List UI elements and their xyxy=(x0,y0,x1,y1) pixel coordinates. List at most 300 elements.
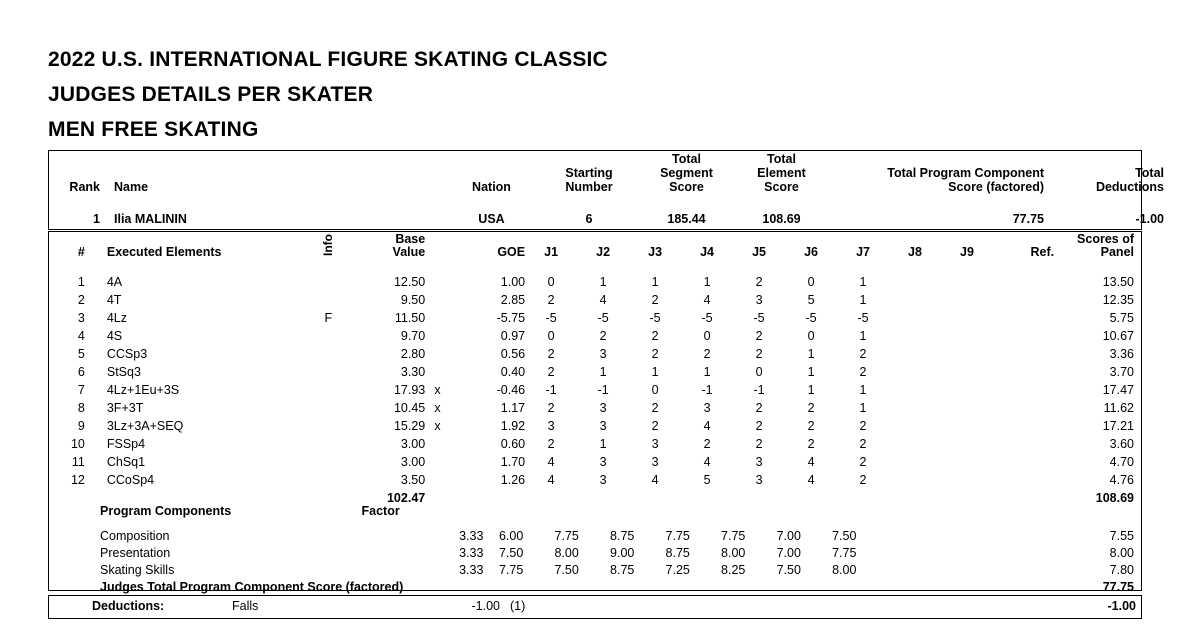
element-judge-score xyxy=(889,291,941,309)
element-judge-score: 1 xyxy=(859,275,867,289)
element-ref xyxy=(993,273,1054,291)
pc-col-j7 xyxy=(817,503,873,520)
spacer xyxy=(48,263,1142,273)
deductions-label: Deductions: xyxy=(92,599,165,613)
table-row xyxy=(48,291,1142,309)
table-row xyxy=(48,417,1142,435)
element-bonus-flag xyxy=(425,363,449,381)
element-judge-score: 1 xyxy=(599,275,607,289)
program-components-heading: Program Components xyxy=(100,504,232,518)
element-ref xyxy=(993,453,1054,471)
col-seg-line3: Score xyxy=(669,180,704,194)
pc-col-fill xyxy=(983,503,1048,520)
skater-total-pcs: 77.75 xyxy=(1012,212,1044,226)
element-ref xyxy=(993,471,1054,489)
executed-elements-table xyxy=(48,233,1142,507)
col-total-program-component-score xyxy=(829,152,1052,194)
element-base-value: 9.70 xyxy=(400,329,426,343)
table-row xyxy=(48,363,1142,381)
component-label: Presentation xyxy=(100,546,171,560)
element-goe: 0.97 xyxy=(500,329,526,343)
deduction-fill xyxy=(570,597,1024,616)
deduction-kind: Falls xyxy=(232,599,259,613)
element-judge-score: 1 xyxy=(599,365,607,379)
element-judge-score: 2 xyxy=(807,419,815,433)
element-judge-score xyxy=(941,309,993,327)
col-rank: Rank xyxy=(69,180,100,194)
element-base-value: 12.50 xyxy=(393,275,426,289)
deductions-total: -1.00 xyxy=(1107,599,1136,613)
col-j8: J8 xyxy=(908,245,922,259)
element-judge-score: 2 xyxy=(755,437,763,451)
col-total-element-score xyxy=(734,152,829,194)
col-goe: GOE xyxy=(497,245,526,259)
element-goe: 1.26 xyxy=(500,473,526,487)
element-judge-score: 4 xyxy=(651,473,659,487)
element-judge-score: 0 xyxy=(755,365,763,379)
element-judge-score: 2 xyxy=(859,347,867,361)
component-judge-score: 7.25 xyxy=(665,563,690,577)
col-j9: J9 xyxy=(960,245,974,259)
element-judge-score: 1 xyxy=(807,383,815,397)
table-row xyxy=(48,435,1142,453)
element-number: 7 xyxy=(77,383,85,397)
element-judge-score: 1 xyxy=(859,401,867,415)
element-judge-score xyxy=(941,453,993,471)
element-judge-score: -5 xyxy=(545,311,557,325)
element-judge-score: 4 xyxy=(703,455,711,469)
element-judge-score: 2 xyxy=(703,437,711,451)
col-base-value xyxy=(346,233,426,263)
element-judge-score: -1 xyxy=(701,383,713,397)
deduction-value: -1.00 xyxy=(471,599,500,613)
element-bonus-flag: x xyxy=(434,401,441,415)
component-judge-score xyxy=(928,528,984,545)
col-elem-line3: Score xyxy=(764,180,799,194)
table-row xyxy=(48,453,1142,471)
table-row xyxy=(48,381,1142,399)
element-judge-score: 2 xyxy=(651,401,659,415)
element-info xyxy=(311,453,346,471)
element-bonus-flag xyxy=(425,309,449,327)
element-judge-score xyxy=(941,363,993,381)
element-base-value: 11.50 xyxy=(394,311,426,325)
element-goe: -5.75 xyxy=(496,311,526,325)
element-panel-score: 11.62 xyxy=(1103,401,1134,415)
col-bonus-flag xyxy=(425,233,449,263)
element-goe: 0.40 xyxy=(500,365,526,379)
element-goe: -0.46 xyxy=(496,383,526,397)
element-panel-score: 3.60 xyxy=(1109,437,1134,451)
component-factor: 3.33 xyxy=(459,529,484,543)
component-judge-score: 8.25 xyxy=(721,563,746,577)
element-judge-score xyxy=(941,345,993,363)
element-base-value: 2.80 xyxy=(400,347,426,361)
element-panel-score: 17.21 xyxy=(1102,419,1134,433)
component-judge-score: 8.75 xyxy=(665,546,690,560)
element-judge-score xyxy=(941,471,993,489)
element-ref xyxy=(993,363,1054,381)
element-judge-score: 2 xyxy=(547,365,555,379)
element-judge-score: 1 xyxy=(651,365,659,379)
element-goe: 1.92 xyxy=(500,419,526,433)
element-judge-score: 2 xyxy=(859,473,867,487)
table-row xyxy=(48,327,1142,345)
component-judge-score: 7.50 xyxy=(554,563,579,577)
component-judge-score xyxy=(872,545,928,562)
element-judge-score: 1 xyxy=(651,275,659,289)
element-ref xyxy=(993,417,1054,435)
element-judge-score: 4 xyxy=(703,293,711,307)
element-info xyxy=(311,345,346,363)
col-element-number: # xyxy=(77,245,85,259)
element-judge-score: -5 xyxy=(805,311,817,325)
component-score: 8.00 xyxy=(1109,546,1134,560)
col-name: Name xyxy=(114,180,149,194)
component-fill xyxy=(983,528,1048,545)
element-judge-score xyxy=(889,345,941,363)
base-value-total: 102.47 xyxy=(386,491,426,505)
element-bonus-flag xyxy=(425,471,449,489)
element-judge-score xyxy=(889,435,941,453)
element-judge-score: 3 xyxy=(599,419,607,433)
component-fill xyxy=(983,562,1048,579)
element-info xyxy=(311,417,346,435)
element-panel-score: 13.50 xyxy=(1102,275,1134,289)
skater-row xyxy=(48,194,1170,226)
element-judge-score xyxy=(889,363,941,381)
element-bonus-flag: x xyxy=(434,383,441,397)
element-judge-score: 2 xyxy=(547,401,555,415)
element-number: 11 xyxy=(71,455,85,469)
element-info xyxy=(311,291,346,309)
element-judge-score: 4 xyxy=(599,293,607,307)
col-pcs-line2: Score (factored) xyxy=(948,180,1044,194)
element-panel-score: 4.70 xyxy=(1109,455,1134,469)
element-judge-score: 2 xyxy=(755,401,763,415)
element-name: FSSp4 xyxy=(106,437,146,451)
panel-score-total: 108.69 xyxy=(1095,491,1134,505)
element-judge-score: 1 xyxy=(807,365,815,379)
element-info xyxy=(311,327,346,345)
component-judge-score: 7.50 xyxy=(832,529,857,543)
element-number: 5 xyxy=(77,347,85,361)
element-name: 3Lz+3A+SEQ xyxy=(106,419,184,433)
element-judge-score: 2 xyxy=(755,329,763,343)
element-judge-score: 1 xyxy=(703,275,711,289)
element-goe: 1.17 xyxy=(500,401,526,415)
component-judge-score: 8.00 xyxy=(721,546,746,560)
element-judge-score: 4 xyxy=(807,455,815,469)
element-judge-score xyxy=(941,291,993,309)
element-judge-score: 3 xyxy=(755,473,763,487)
element-judge-score: -5 xyxy=(701,311,713,325)
col-nation: Nation xyxy=(472,180,511,194)
element-judge-score: -5 xyxy=(753,311,765,325)
element-name: 3F+3T xyxy=(106,401,144,415)
component-judge-score: 7.00 xyxy=(776,529,801,543)
skater-total-element-score: 108.69 xyxy=(762,212,801,226)
element-judge-score: 2 xyxy=(651,329,659,343)
col-ded-line2: Deductions xyxy=(1095,180,1164,194)
element-judge-score: 3 xyxy=(703,401,711,415)
element-judge-score: 1 xyxy=(807,347,815,361)
element-judge-score: -5 xyxy=(649,311,661,325)
pc-col-score xyxy=(1048,503,1142,520)
element-judge-score xyxy=(941,399,993,417)
element-judge-score: 2 xyxy=(547,347,555,361)
element-panel-score: 10.67 xyxy=(1102,329,1134,343)
element-judge-score xyxy=(941,381,993,399)
element-judge-score xyxy=(889,309,941,327)
element-judge-score: 2 xyxy=(755,275,763,289)
element-name: ChSq1 xyxy=(106,455,146,469)
table-row xyxy=(48,345,1142,363)
element-panel-score: 4.76 xyxy=(1109,473,1134,487)
element-base-value: 3.00 xyxy=(400,455,426,469)
element-goe: 0.60 xyxy=(500,437,526,451)
program-components-total-row xyxy=(48,579,1142,596)
element-goe: 2.85 xyxy=(500,293,526,307)
component-score: 7.80 xyxy=(1109,563,1134,577)
element-panel-score: 12.35 xyxy=(1102,293,1134,307)
element-judge-score: 4 xyxy=(703,419,711,433)
component-score: 7.55 xyxy=(1109,529,1134,543)
skater-rank: 1 xyxy=(93,212,100,226)
element-judge-score: 2 xyxy=(807,401,815,415)
col-ded-line1: Total xyxy=(1135,166,1164,180)
col-j7: J7 xyxy=(856,245,870,259)
factor-heading: Factor xyxy=(361,504,400,518)
element-judge-score: 0 xyxy=(807,329,815,343)
element-ref xyxy=(993,309,1054,327)
element-name: CCoSp4 xyxy=(106,473,155,487)
element-panel-score: 3.36 xyxy=(1109,347,1134,361)
element-goe: 1.70 xyxy=(500,455,526,469)
element-judge-score: 1 xyxy=(599,437,607,451)
element-bonus-flag xyxy=(425,435,449,453)
element-panel-score: 3.70 xyxy=(1109,365,1134,379)
col-panel-line1: Scores of xyxy=(1077,232,1134,246)
element-judge-score: 2 xyxy=(859,365,867,379)
element-judge-score: -1 xyxy=(597,383,609,397)
component-fill xyxy=(983,545,1048,562)
col-ref: Ref. xyxy=(1030,245,1055,259)
element-judge-score: 4 xyxy=(547,455,555,469)
element-number: 10 xyxy=(70,437,85,451)
col-j4: J4 xyxy=(700,245,715,259)
deduction-count: (1) xyxy=(510,599,526,613)
element-ref xyxy=(993,345,1054,363)
element-judge-score: 0 xyxy=(651,383,659,397)
element-judge-score: 2 xyxy=(755,347,763,361)
element-judge-score: 4 xyxy=(807,473,815,487)
element-judge-score: -5 xyxy=(597,311,609,325)
skater-total-segment-score: 185.44 xyxy=(667,212,706,226)
element-judge-score: 0 xyxy=(547,275,555,289)
col-pcs-line1: Total Program Component xyxy=(887,166,1044,180)
pc-col-j2 xyxy=(539,503,595,520)
event-title: 2022 U.S. INTERNATIONAL FIGURE SKATING CLASSIC xyxy=(48,48,608,71)
pc-col-j6 xyxy=(761,503,817,520)
pc-col-j1 xyxy=(483,503,539,520)
element-name: 4S xyxy=(106,329,123,343)
spacer xyxy=(48,520,1142,528)
element-judge-score: 3 xyxy=(651,455,659,469)
element-judge-score: 2 xyxy=(651,419,659,433)
pcs-total-value: 77.75 xyxy=(1102,580,1134,594)
element-judge-score: 3 xyxy=(599,473,607,487)
element-number: 3 xyxy=(77,311,85,325)
element-judge-score: 5 xyxy=(703,473,711,487)
element-info xyxy=(311,399,346,417)
pcs-total-fill xyxy=(983,579,1048,596)
pc-col-j8 xyxy=(872,503,928,520)
col-elem-line2: Element xyxy=(757,166,806,180)
col-starting-number-line1: Starting xyxy=(565,166,613,180)
col-j3: J3 xyxy=(648,245,663,259)
element-info: F xyxy=(324,311,333,325)
element-panel-score: 17.47 xyxy=(1102,383,1134,397)
element-judge-score: 3 xyxy=(599,347,607,361)
component-judge-score xyxy=(928,545,984,562)
element-ref xyxy=(993,399,1054,417)
element-judge-score xyxy=(941,435,993,453)
element-judge-score xyxy=(889,327,941,345)
element-name: 4T xyxy=(106,293,122,307)
element-number: 12 xyxy=(70,473,85,487)
element-judge-score: -1 xyxy=(545,383,557,397)
element-judge-score xyxy=(889,399,941,417)
element-judge-score: 0 xyxy=(547,329,555,343)
element-number: 2 xyxy=(77,293,85,307)
col-j6: J6 xyxy=(804,245,818,259)
col-j2: J2 xyxy=(596,245,611,259)
element-bonus-flag xyxy=(425,291,449,309)
col-scores-of-panel xyxy=(1054,233,1142,263)
pcs-total-label: Judges Total Program Component Score (factored) xyxy=(100,580,404,594)
element-judge-score: 1 xyxy=(859,383,867,397)
col-starting-number-line2: Number xyxy=(565,180,613,194)
col-total-deductions xyxy=(1052,152,1170,194)
element-base-value: 9.50 xyxy=(400,293,426,307)
component-judge-score: 7.75 xyxy=(832,546,857,560)
element-bonus-flag xyxy=(425,453,449,471)
element-number: 6 xyxy=(77,365,85,379)
col-starting-number xyxy=(539,152,639,194)
element-base-value: 3.00 xyxy=(400,437,426,451)
element-judge-score: 1 xyxy=(703,365,711,379)
element-judge-score: 2 xyxy=(599,329,607,343)
element-judge-score: 3 xyxy=(547,419,555,433)
element-judge-score: 1 xyxy=(859,329,867,343)
element-judge-score: 3 xyxy=(599,401,607,415)
col-executed-elements: Executed Elements xyxy=(106,245,222,259)
col-base-line2: Value xyxy=(392,245,426,259)
element-name: 4Lz+1Eu+3S xyxy=(106,383,180,397)
document-titles xyxy=(48,42,1048,147)
element-judge-score: 2 xyxy=(859,437,867,451)
element-judge-score: 2 xyxy=(755,419,763,433)
program-components-header-row xyxy=(48,503,1142,520)
element-name: 4Lz xyxy=(106,311,128,325)
segment-title: MEN FREE SKATING xyxy=(48,118,259,141)
component-judge-score: 8.00 xyxy=(832,563,857,577)
col-j5: J5 xyxy=(752,245,766,259)
component-judge-score: 9.00 xyxy=(610,546,635,560)
element-judge-score xyxy=(889,453,941,471)
skater-starting-number: 6 xyxy=(585,212,593,226)
deductions-table xyxy=(48,597,1142,616)
component-judge-score: 8.00 xyxy=(554,546,579,560)
element-judge-score xyxy=(889,273,941,291)
elements-header-row xyxy=(48,233,1142,263)
table-row xyxy=(48,562,1142,579)
element-judge-score: 2 xyxy=(859,419,867,433)
element-judge-score: 2 xyxy=(703,347,711,361)
element-judge-score: -1 xyxy=(753,383,765,397)
element-judge-score xyxy=(889,471,941,489)
element-base-value: 3.30 xyxy=(400,365,426,379)
element-info xyxy=(311,273,346,291)
element-judge-score: -5 xyxy=(857,311,869,325)
element-ref xyxy=(993,381,1054,399)
component-judge-score: 7.75 xyxy=(665,529,690,543)
element-judge-score: 3 xyxy=(755,293,763,307)
element-judge-score: 0 xyxy=(703,329,711,343)
element-judge-score xyxy=(941,273,993,291)
element-ref xyxy=(993,291,1054,309)
col-elem-line1: Total xyxy=(767,152,796,166)
element-goe: 1.00 xyxy=(500,275,526,289)
element-judge-score: 2 xyxy=(547,437,555,451)
element-info xyxy=(311,435,346,453)
element-judge-score: 2 xyxy=(859,455,867,469)
table-row xyxy=(48,309,1142,327)
element-judge-score xyxy=(889,381,941,399)
pc-col-j5 xyxy=(705,503,761,520)
element-judge-score: 3 xyxy=(651,437,659,451)
element-number: 4 xyxy=(77,329,85,343)
skater-summary-table xyxy=(48,152,1170,226)
table-row xyxy=(48,528,1142,545)
element-judge-score: 1 xyxy=(859,293,867,307)
element-info xyxy=(311,471,346,489)
col-info xyxy=(311,233,346,263)
component-judge-score: 7.75 xyxy=(721,529,746,543)
component-judge-score: 8.75 xyxy=(610,529,635,543)
component-judge-score xyxy=(928,562,984,579)
element-judge-score: 0 xyxy=(807,275,815,289)
element-judge-score: 3 xyxy=(755,455,763,469)
program-components-table xyxy=(48,503,1142,596)
element-judge-score: 4 xyxy=(547,473,555,487)
component-judge-score: 7.75 xyxy=(498,563,524,577)
pc-col-j9 xyxy=(928,503,984,520)
col-info-label: Info xyxy=(321,234,336,256)
skater-total-deductions: -1.00 xyxy=(1135,212,1164,226)
element-ref xyxy=(993,435,1054,453)
table-row xyxy=(48,545,1142,562)
element-base-value: 10.45 xyxy=(393,401,426,415)
element-bonus-flag xyxy=(425,345,449,363)
component-judge-score: 7.00 xyxy=(776,546,801,560)
element-number: 9 xyxy=(77,419,85,433)
element-name: StSq3 xyxy=(106,365,141,379)
element-ref xyxy=(993,327,1054,345)
element-judge-score: 3 xyxy=(599,455,607,469)
col-seg-line2: Segment xyxy=(660,166,713,180)
